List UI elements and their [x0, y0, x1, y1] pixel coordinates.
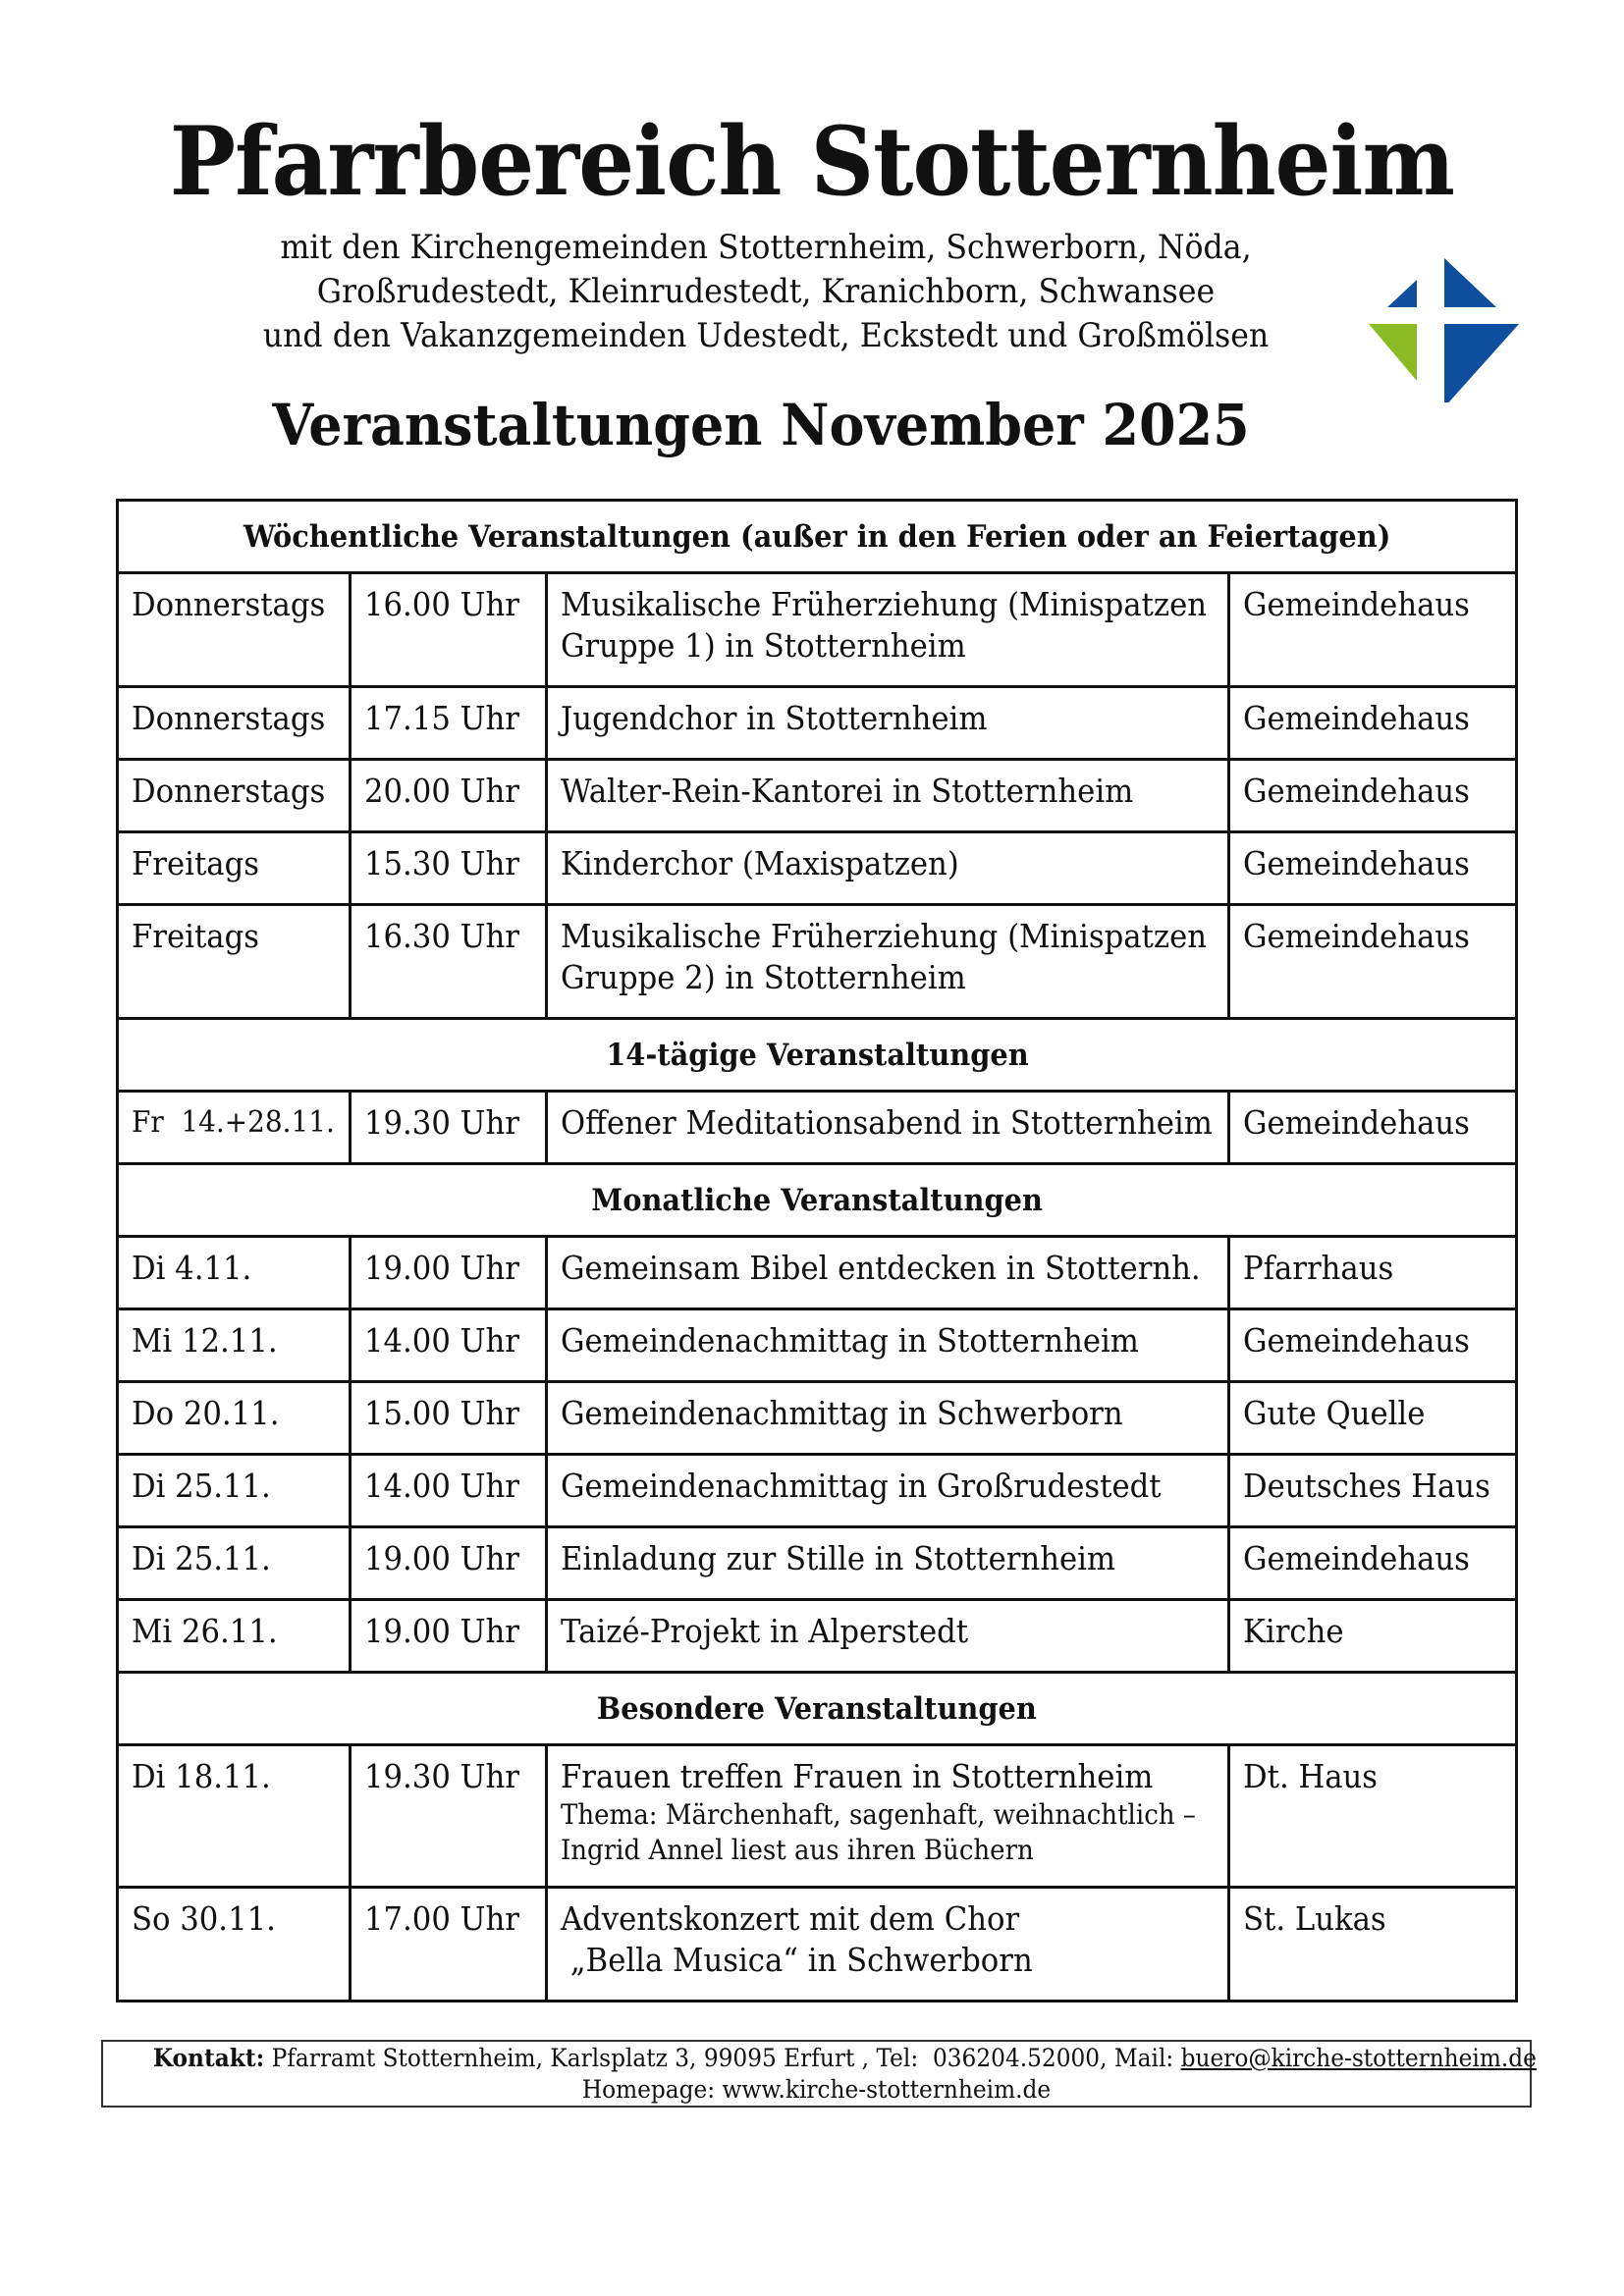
- time-cell: 16.00 Uhr: [351, 573, 547, 687]
- location-cell: Deutsches Haus: [1229, 1455, 1517, 1527]
- day-cell: Freitags: [118, 832, 351, 905]
- day-cell: Mi 12.11.: [118, 1309, 351, 1382]
- church-cross-logo-icon: [1365, 245, 1527, 402]
- section-title: 14-tägige Veranstaltungen: [118, 1019, 1517, 1092]
- event-cell: Adventskonzert mit dem Chor „Bella Musica“ in Schwerborn: [547, 1888, 1229, 2002]
- events-table: [116, 499, 1518, 2002]
- page-heading: Veranstaltungen November 2025: [272, 392, 1250, 458]
- event-cell: Gemeindenachmittag in Stotternheim: [547, 1309, 1229, 1382]
- event-cell: Jugendchor in Stotternheim: [547, 687, 1229, 760]
- time-cell: 19.00 Uhr: [351, 1527, 547, 1600]
- contact-text: Pfarramt Stotternheim, Karlsplatz 3, 99095 Erfurt , Tel: 036204.52000, Mail:: [264, 2044, 1181, 2072]
- event-cell: Einladung zur Stille in Stotternheim: [547, 1527, 1229, 1600]
- event-cell: Gemeindenachmittag in Schwerborn: [547, 1382, 1229, 1455]
- page-title: Pfarrbereich Stotternheim: [169, 106, 1455, 217]
- table-row: [118, 832, 1517, 905]
- section-title: Besondere Veranstaltungen: [118, 1673, 1517, 1745]
- day-cell: Donnerstags: [118, 573, 351, 687]
- table-row: [118, 1309, 1517, 1382]
- location-cell: Dt. Haus: [1229, 1745, 1517, 1888]
- table-row: [118, 1745, 1517, 1888]
- time-cell: 17.00 Uhr: [351, 1888, 547, 2002]
- day-cell: Donnerstags: [118, 687, 351, 760]
- time-cell: 16.30 Uhr: [351, 905, 547, 1019]
- event-cell: Kinderchor (Maxispatzen): [547, 832, 1229, 905]
- section-header-row: [118, 1164, 1517, 1237]
- section-title: Monatliche Veranstaltungen: [118, 1164, 1517, 1237]
- section-header-row: [118, 501, 1517, 573]
- section-header-row: [118, 1673, 1517, 1745]
- event-cell: Musikalische Früherziehung (Minispatzen Gruppe 1) in Stotternheim: [547, 573, 1229, 687]
- event-cell: Gemeindenachmittag in Großrudestedt: [547, 1455, 1229, 1527]
- day-cell: Donnerstags: [118, 760, 351, 832]
- day-cell: Di 25.11.: [118, 1455, 351, 1527]
- location-cell: Gemeindehaus: [1229, 760, 1517, 832]
- subtitle-line: mit den Kirchengemeinden Stotternheim, Schwerborn, Nöda,: [280, 228, 1252, 267]
- location-cell: Pfarrhaus: [1229, 1237, 1517, 1309]
- subtitle-line: Großrudestedt, Kleinrudestedt, Kranichborn, Schwansee: [316, 272, 1216, 311]
- contact-line: [152, 2043, 1537, 2074]
- subtitle: [173, 226, 1360, 358]
- event-cell: Gemeinsam Bibel entdecken in Stotternh.: [547, 1237, 1229, 1309]
- table-row: [118, 1527, 1517, 1600]
- table-row: [118, 573, 1517, 687]
- table-row: [118, 687, 1517, 760]
- time-cell: 19.00 Uhr: [351, 1237, 547, 1309]
- event-cell: Taizé-Projekt in Alperstedt: [547, 1600, 1229, 1673]
- table-row: [118, 1237, 1517, 1309]
- time-cell: 15.30 Uhr: [351, 832, 547, 905]
- time-cell: 14.00 Uhr: [351, 1309, 547, 1382]
- table-row: [118, 1092, 1517, 1164]
- day-cell: Di 4.11.: [118, 1237, 351, 1309]
- section-title: Wöchentliche Veranstaltungen (außer in den Ferien oder an Feiertagen): [118, 501, 1517, 573]
- homepage-line[interactable]: Homepage: www.kirche-stotternheim.de: [581, 2075, 1052, 2104]
- table-row: [118, 760, 1517, 832]
- table-row: [118, 1888, 1517, 2002]
- time-cell: 15.00 Uhr: [351, 1382, 547, 1455]
- table-row: [118, 1382, 1517, 1455]
- table-row: [118, 1455, 1517, 1527]
- contact-label: Kontakt:: [152, 2044, 265, 2072]
- location-cell: Gute Quelle: [1229, 1382, 1517, 1455]
- day-cell: Di 18.11.: [118, 1745, 351, 1888]
- location-cell: Gemeindehaus: [1229, 832, 1517, 905]
- day-cell: Freitags: [118, 905, 351, 1019]
- time-cell: 19.30 Uhr: [351, 1745, 547, 1888]
- location-cell: Gemeindehaus: [1229, 1527, 1517, 1600]
- event-cell: Walter-Rein-Kantorei in Stotternheim: [547, 760, 1229, 832]
- day-cell: Di 25.11.: [118, 1527, 351, 1600]
- day-cell: Fr 14.+28.11.: [118, 1092, 351, 1164]
- time-cell: 17.15 Uhr: [351, 687, 547, 760]
- day-cell: Mi 26.11.: [118, 1600, 351, 1673]
- table-row: [118, 1600, 1517, 1673]
- time-cell: 14.00 Uhr: [351, 1455, 547, 1527]
- day-cell: So 30.11.: [118, 1888, 351, 2002]
- day-cell: Do 20.11.: [118, 1382, 351, 1455]
- location-cell: Gemeindehaus: [1229, 1092, 1517, 1164]
- event-cell: Offener Meditationsabend in Stotternheim: [547, 1092, 1229, 1164]
- location-cell: Gemeindehaus: [1229, 687, 1517, 760]
- location-cell: Gemeindehaus: [1229, 905, 1517, 1019]
- event-note: Thema: Märchenhaft, sagenhaft, weihnachtlich –: [561, 1798, 1196, 1831]
- time-cell: 19.30 Uhr: [351, 1092, 547, 1164]
- event-cell: Musikalische Früherziehung (Minispatzen Gruppe 2) in Stotternheim: [547, 905, 1229, 1019]
- table-row: [118, 905, 1517, 1019]
- contact-footer: [101, 2040, 1537, 2108]
- time-cell: 19.00 Uhr: [351, 1600, 547, 1673]
- section-header-row: [118, 1019, 1517, 1092]
- email-link[interactable]: buero@kirche-stotternheim.de: [1180, 2044, 1537, 2072]
- location-cell: St. Lukas: [1229, 1888, 1517, 2002]
- location-cell: Kirche: [1229, 1600, 1517, 1673]
- event-note: Ingrid Annel liest aus ihren Büchern: [561, 1834, 1034, 1866]
- time-cell: 20.00 Uhr: [351, 760, 547, 832]
- event-cell: Frauen treffen Frauen in Stotternheim Thema: Märchenhaft, sagenhaft, weihnachtlich – Ingrid Annel liest aus ihren Büchern: [547, 1745, 1229, 1888]
- subtitle-line: und den Vakanzgemeinden Udestedt, Eckstedt und Großmölsen: [262, 316, 1270, 355]
- location-cell: Gemeindehaus: [1229, 573, 1517, 687]
- location-cell: Gemeindehaus: [1229, 1309, 1517, 1382]
